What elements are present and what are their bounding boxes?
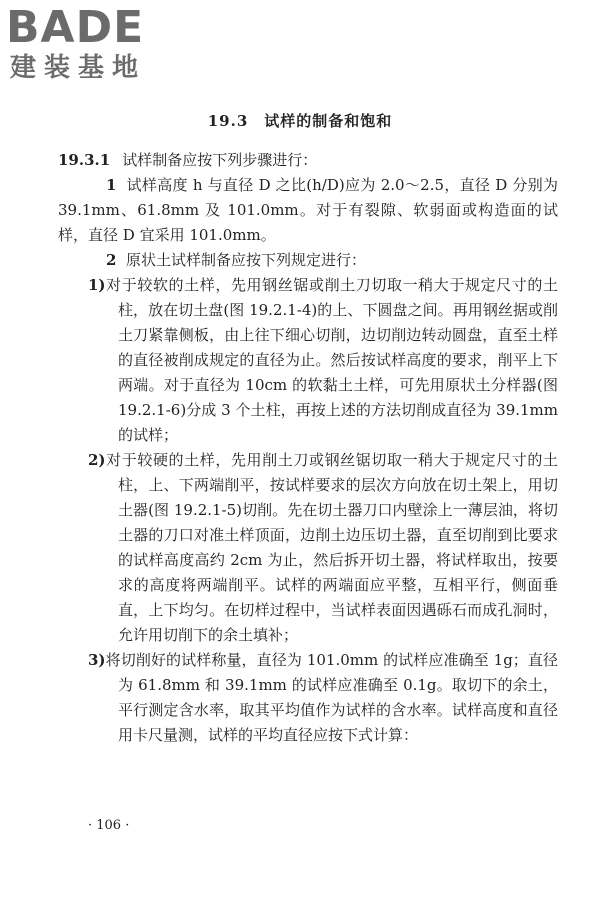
item-number: 2) [88,451,106,469]
logo-subtitle: 建装基地 [10,53,147,83]
clause-number: 19.3.1 [58,151,111,169]
step-1-text: 试样高度 h 与直径 D 之比(h/D)应为 2.0～2.5，直径 D 分别为 39.1mm、61.8mm 及 101.0mm。对于有裂隙、软弱面或构造面的试样，直径 D 宜采用 101.0mm。 [58,176,559,244]
page-body [58,148,558,748]
item-text: 对于较硬的土样，先用削土刀或钢丝锯切取一稍大于规定尺寸的土柱，上、下两端削平，按试样要求的层次方向放在切土架上，用切土器(图 19.2.1-5)切削。先在切土器刀口内壁涂上一薄层油，将切土器的刀口对准土样顶面，边削土边压切土器，直至切削到比要求的试样高度高约 2cm 为止，然后拆开切土器，将试样取出，按要求的高度将两端削平。试样的两端面应平整，互相平行，侧面垂直，上下均匀。在切样过程中，当试样表面因遇砾石而成孔洞时，允许用切削下的余土填补； [105,451,558,644]
item-number: 1) [88,276,106,294]
item-text: 将切削好的试样称量，直径为 101.0mm 的试样应准确至 1g；直径为 61.8mm 和 39.1mm 的试样应准确至 0.1g。取切下的余土，平行测定含水率，取其平均值作为试样的含水率。试样高度和直径用卡尺量测，试样的平均直径应按下式计算： [105,651,558,744]
list-item [58,273,558,448]
step-1-number: 1 [106,176,117,194]
step-2-number: 2 [106,251,117,269]
clause-lead: 试样制备应按下列步骤进行： [122,151,318,169]
section-title: 19.3 试样的制备和饱和 [207,112,393,130]
step-1 [58,173,558,248]
step-2-text: 原状土试样制备应按下列规定进行： [125,251,366,269]
watermark-logo [6,4,146,84]
list-item [58,648,558,748]
step-2 [58,248,558,273]
clause-paragraph [58,148,558,173]
item-text: 对于较软的土样，先用钢丝锯或削土刀切取一稍大于规定尺寸的土柱，放在切土盘(图 19.2.1-4)的上、下圆盘之间。再用钢丝据或削土刀紧靠侧板，由上往下细心切削，边切削边转动圆盘，直至土样的直径被削成规定的直径为止。然后按试样高度的要求，削平上下两端。对于直径为 10cm 的软黏土土样，可先用原状土分样器(图 19.2.1-6)分成 3 个土柱，再按上述的方法切削成直径为 39.1mm 的试样； [105,276,558,444]
logo-brand: BADE [6,2,145,53]
item-number: 3) [88,651,106,669]
list-item [58,448,558,648]
page-number: · 106 · [88,818,130,833]
